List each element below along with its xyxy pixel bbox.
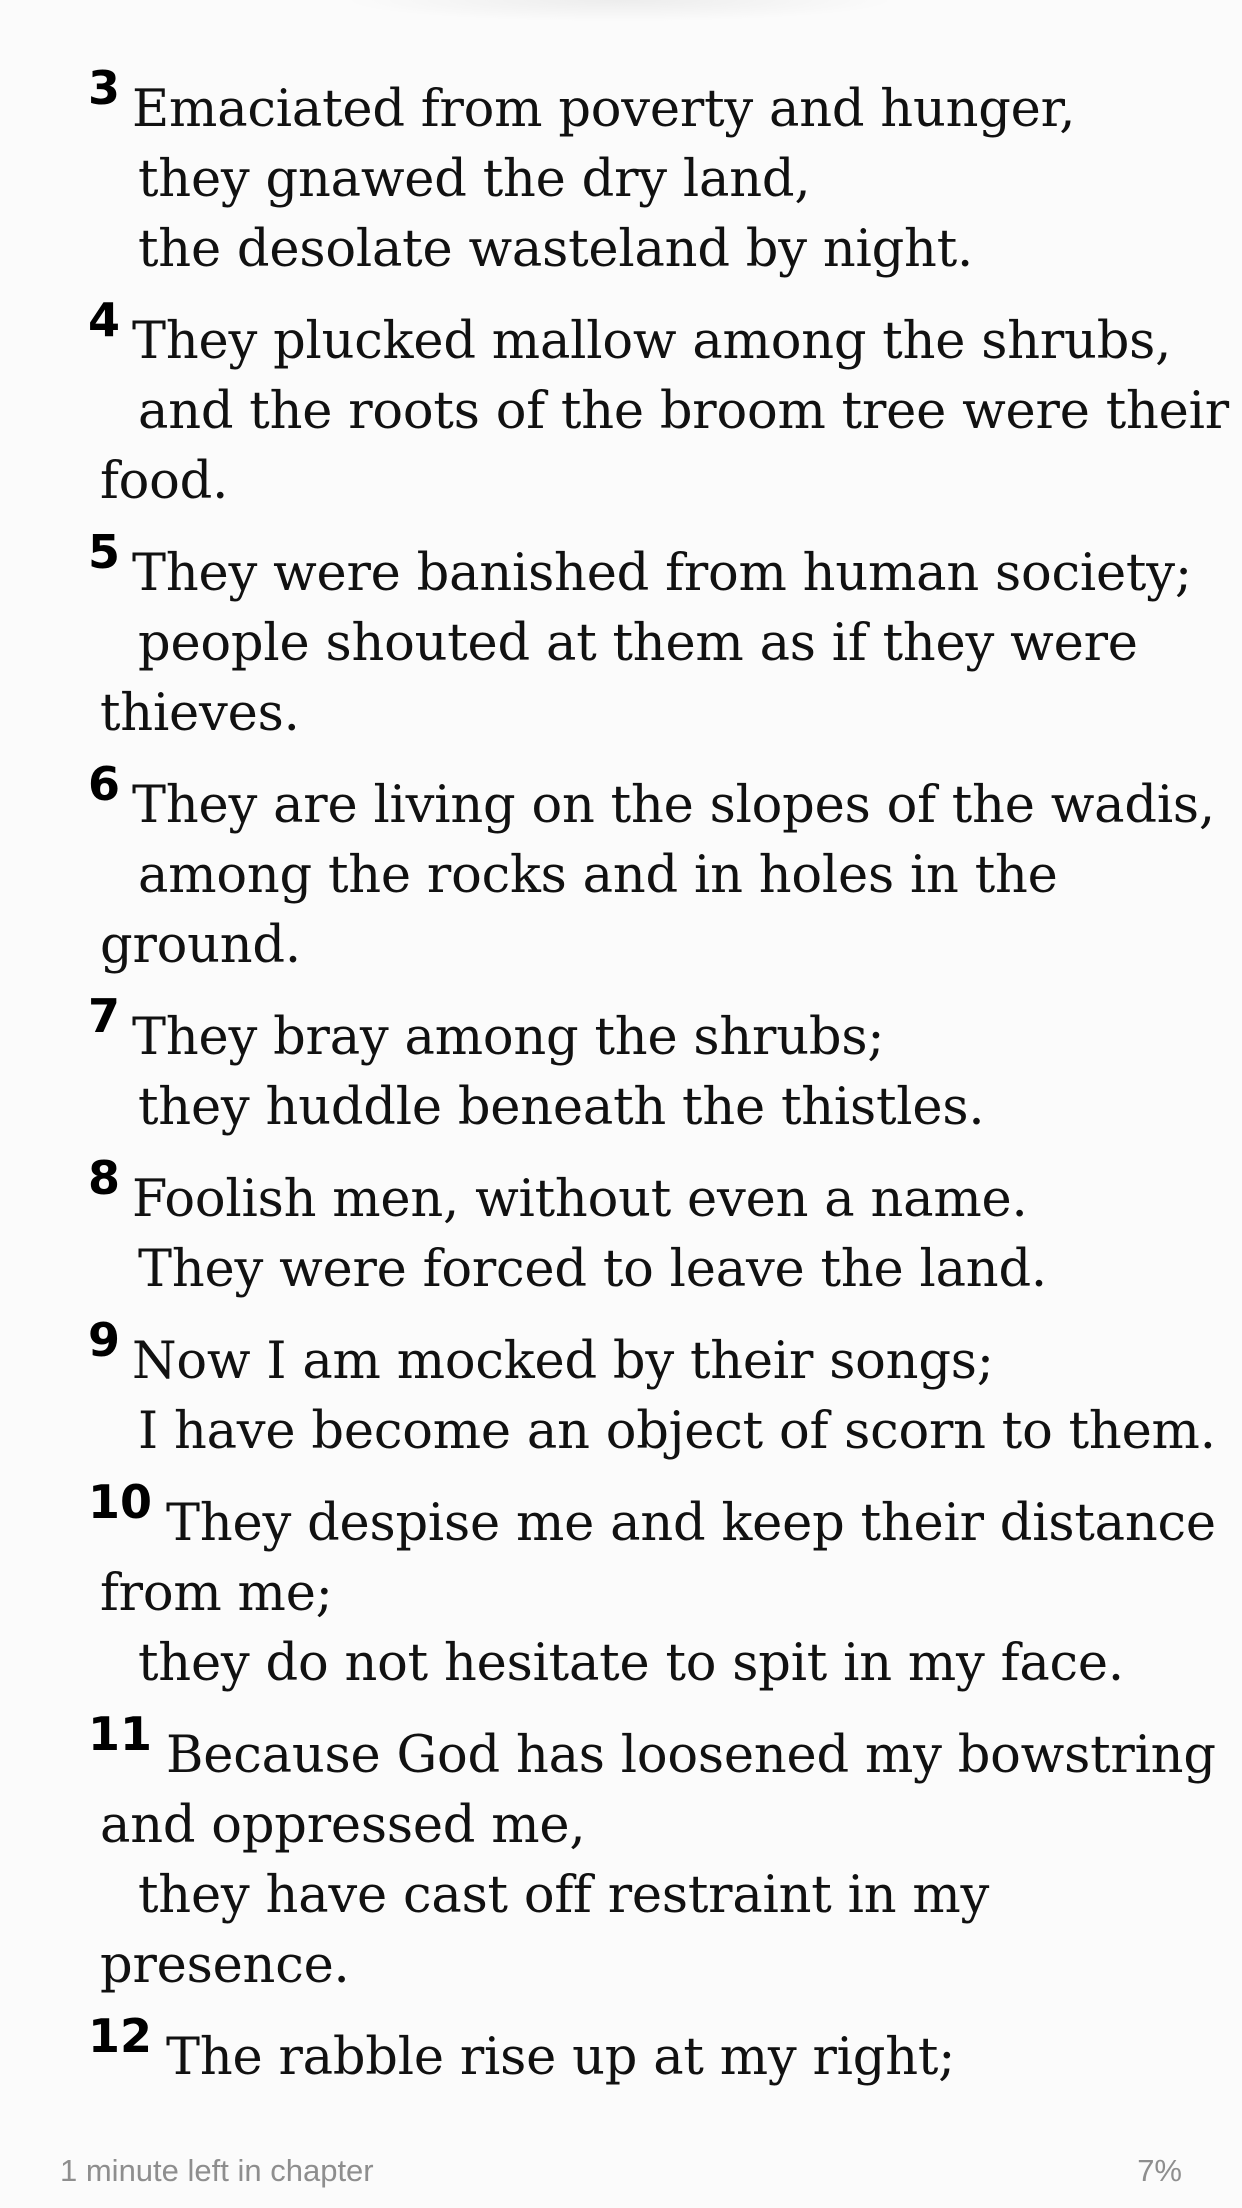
verse-line: They plucked mallow among the shrubs, bbox=[132, 312, 1172, 371]
verse-number: 9 bbox=[88, 1313, 121, 1367]
verse-line-continued: thieves. bbox=[100, 684, 300, 743]
verse-line-continued: presence. bbox=[100, 1936, 350, 1995]
verse-number: 6 bbox=[88, 757, 121, 811]
verse-line-indented: and the roots of the broom tree were their bbox=[138, 382, 1229, 441]
verse-line-indented: among the rocks and in holes in the bbox=[138, 846, 1058, 905]
verse-line-indented: people shouted at them as if they were bbox=[138, 614, 1138, 673]
verse-line: Now I am mocked by their songs; bbox=[132, 1332, 994, 1391]
verse-line-indented: They were forced to leave the land. bbox=[138, 1240, 1047, 1299]
verse-number: 3 bbox=[88, 61, 121, 115]
verse-line: They are living on the slopes of the wadis, bbox=[132, 776, 1215, 835]
verse-number: 8 bbox=[88, 1151, 121, 1205]
verse-line: The rabble rise up at my right; bbox=[166, 2028, 956, 2087]
verse-line-indented: they do not hesitate to spit in my face. bbox=[138, 1634, 1124, 1693]
chapter-time-remaining: 1 minute left in chapter bbox=[60, 2153, 374, 2188]
verse-line-indented: the desolate wasteland by night. bbox=[138, 220, 974, 279]
verse-line: Foolish men, without even a name. bbox=[132, 1170, 1028, 1229]
verse-line-indented: they huddle beneath the thistles. bbox=[138, 1078, 985, 1137]
verse-line: They bray among the shrubs; bbox=[132, 1008, 885, 1067]
verse-number: 4 bbox=[88, 293, 121, 347]
verse-line-continued: food. bbox=[100, 452, 229, 511]
reading-progress: 7% bbox=[1137, 2153, 1182, 2188]
verse-line: They despise me and keep their distance bbox=[166, 1494, 1216, 1553]
verse-line-continued: from me; bbox=[100, 1564, 333, 1623]
verse-line-indented: they have cast off restraint in my bbox=[138, 1866, 990, 1925]
verse-line: They were banished from human society; bbox=[132, 544, 1192, 603]
verse-line-continued: ground. bbox=[100, 916, 301, 975]
verse-line-indented: I have become an object of scorn to them. bbox=[138, 1402, 1216, 1461]
verse-line-indented: they gnawed the dry land, bbox=[138, 150, 811, 209]
verse-number: 5 bbox=[88, 525, 121, 579]
verse-number: 10 bbox=[88, 1475, 153, 1529]
verse-number: 7 bbox=[88, 989, 121, 1043]
verse-line-continued: and oppressed me, bbox=[100, 1796, 586, 1855]
verse-line: Emaciated from poverty and hunger, bbox=[132, 80, 1076, 139]
verse-number: 12 bbox=[88, 2009, 153, 2063]
verse-number: 11 bbox=[88, 1707, 153, 1761]
verse-line: Because God has loosened my bowstring bbox=[166, 1726, 1216, 1785]
